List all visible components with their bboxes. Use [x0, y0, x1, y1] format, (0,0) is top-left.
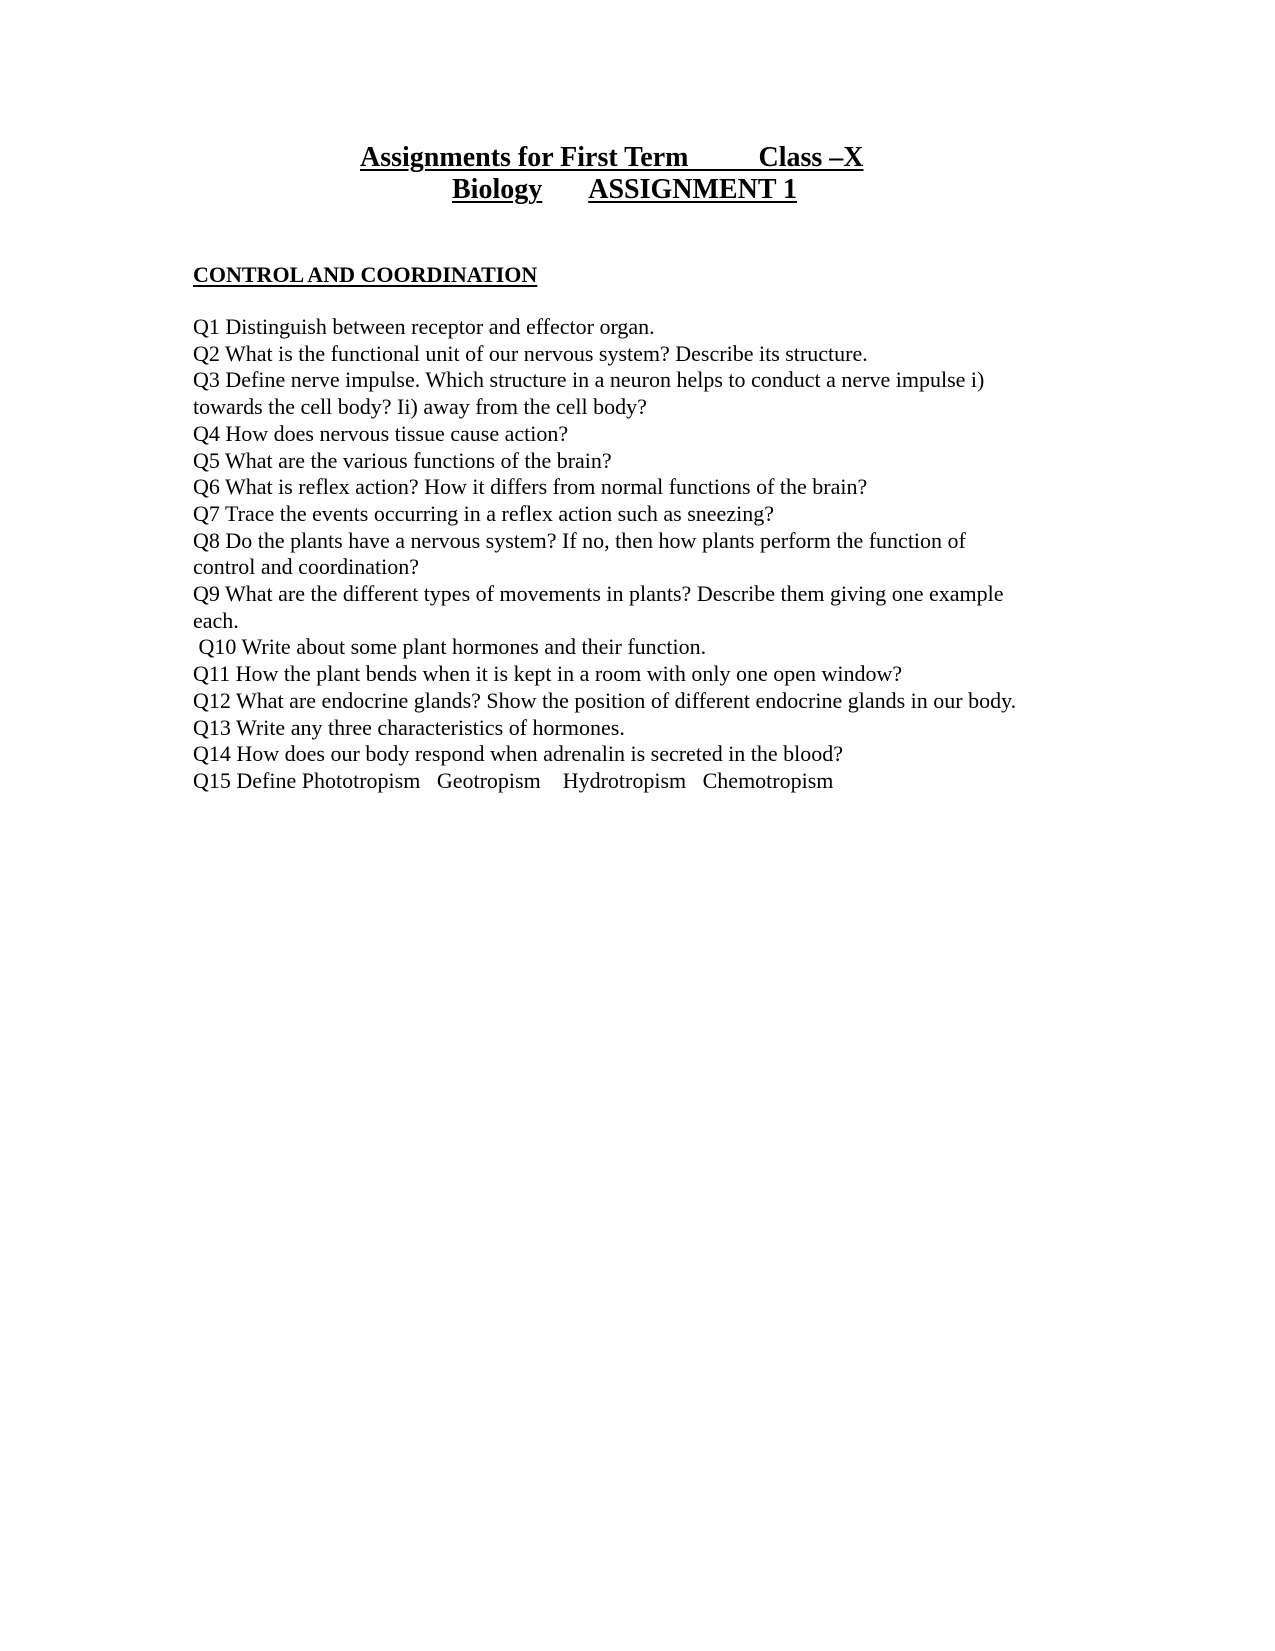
question-line: Q2 What is the functional unit of our nervous system? Describe its structure. [193, 340, 868, 366]
question-line: Q12 What are endocrine glands? Show the position of different endocrine glands in our body. [193, 687, 1017, 713]
question-line: Q11 How the plant bends when it is kept in a room with only one open window? [193, 661, 903, 687]
question-line: towards the cell body? Ii) away from the cell body? [193, 394, 647, 420]
document-subtitle [452, 174, 797, 206]
question-line: Q8 Do the plants have a nervous system? If no, then how plants perform the function of [193, 527, 966, 553]
document-title: Assignments for First Term Class –X [360, 142, 864, 173]
subject-label: Biology [452, 174, 543, 205]
question-line: Q10 Write about some plant hormones and their function. [193, 634, 707, 660]
question-line: each. [193, 607, 239, 633]
assignment-label: ASSIGNMENT 1 [588, 174, 797, 205]
section-heading: CONTROL AND COORDINATION [193, 262, 538, 287]
question-line: control and coordination? [193, 554, 420, 580]
question-line: Q6 What is reflex action? How it differs from normal functions of the brain? [193, 474, 868, 500]
question-line: Q7 Trace the events occurring in a reflex action such as sneezing? [193, 500, 774, 526]
question-line: Q4 How does nervous tissue cause action? [193, 420, 569, 446]
question-list [193, 314, 1093, 795]
question-line: Q5 What are the various functions of the brain? [193, 447, 612, 473]
question-line: Q3 Define nerve impulse. Which structure in a neuron helps to conduct a nerve impulse i) [193, 367, 985, 393]
question-line: Q13 Write any three characteristics of hormones. [193, 714, 625, 740]
question-line: Q9 What are the different types of movements in plants? Describe them giving one example [193, 581, 1004, 607]
question-line: Q14 How does our body respond when adrenalin is secreted in the blood? [193, 741, 844, 767]
question-line: Q1 Distinguish between receptor and effector organ. [193, 314, 655, 339]
question-line: Q15 Define Phototropism Geotropism Hydrotropism Chemotropism [193, 767, 834, 793]
